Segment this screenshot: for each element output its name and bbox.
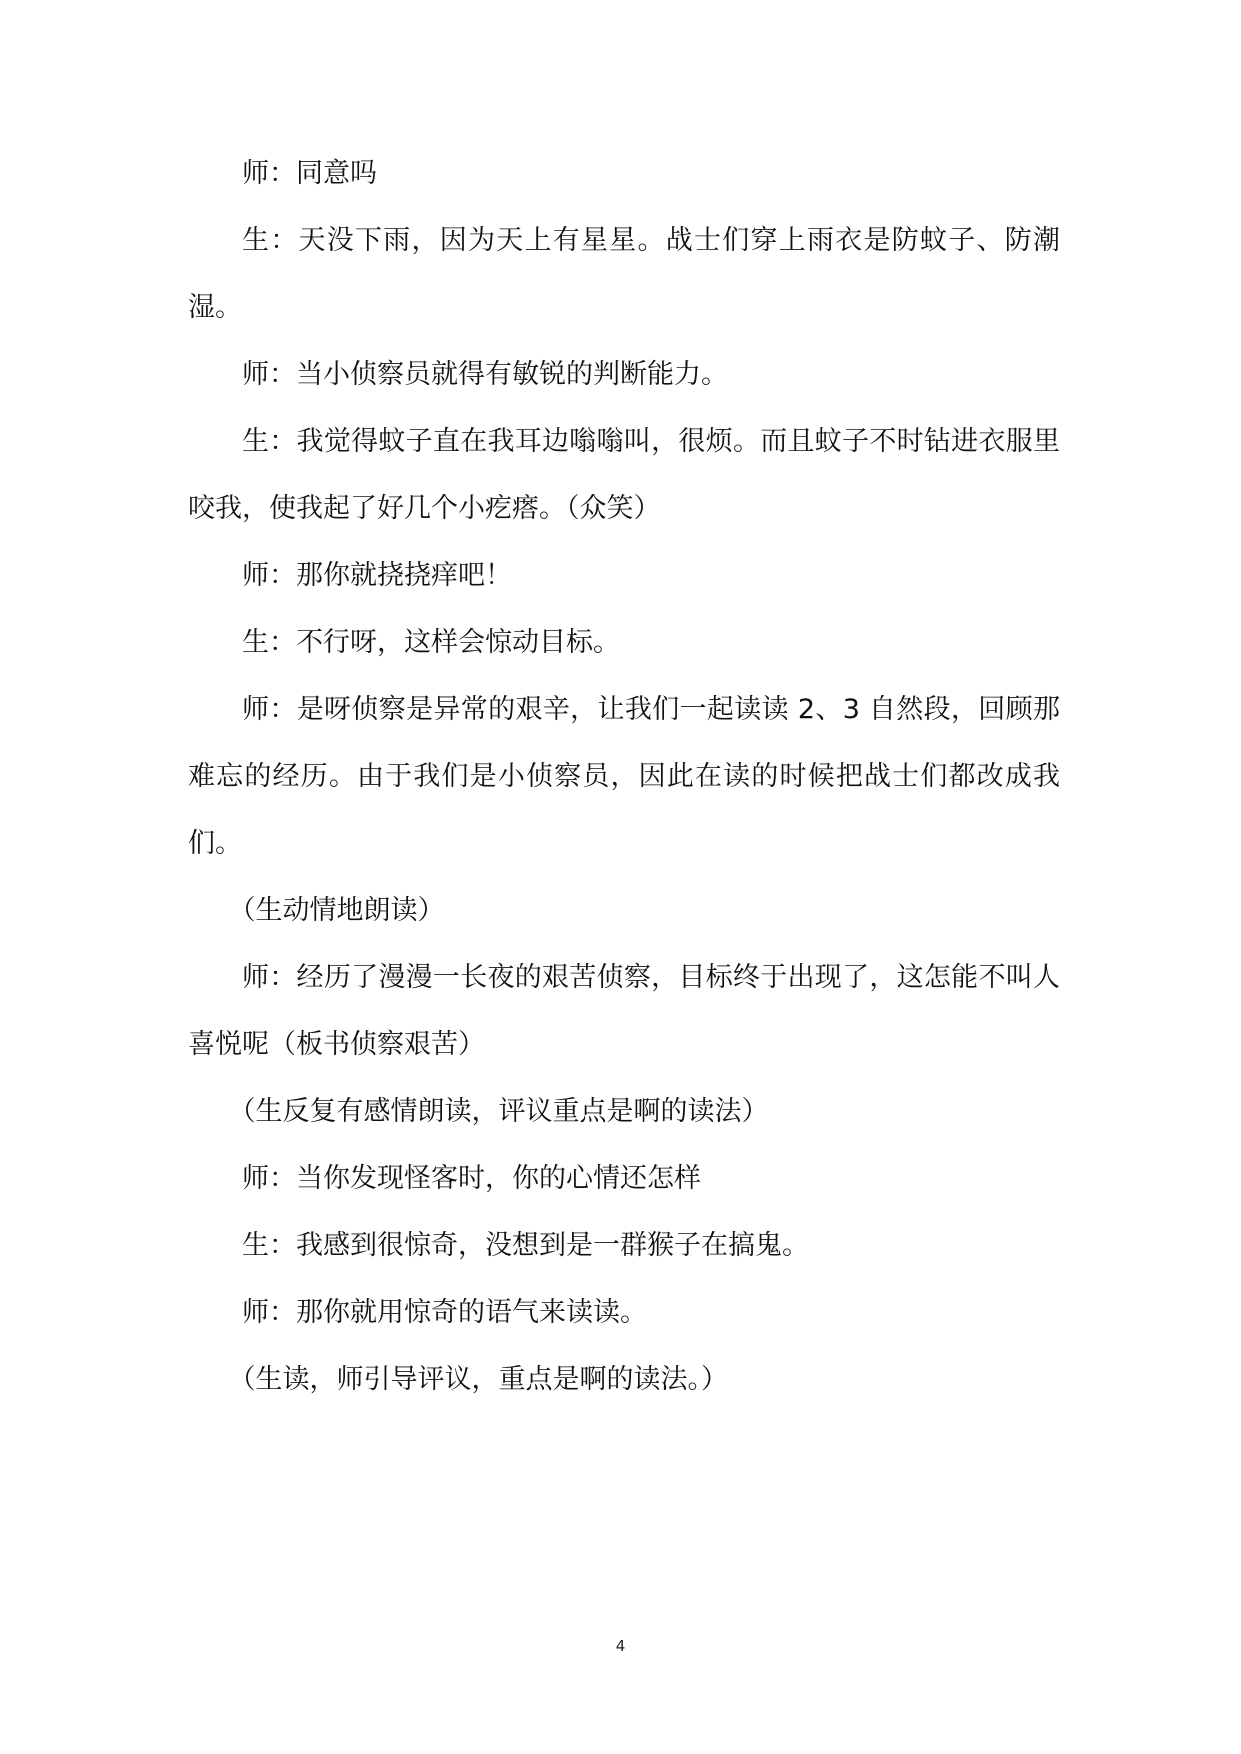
paragraph-teacher-agree: 师：同意吗 xyxy=(242,158,377,189)
paragraph-student-alarm-target: 生：不行呀，这样会惊动目标。 xyxy=(242,627,620,658)
paragraph-stage-direction-reading: （生动情地朗读） xyxy=(228,895,445,926)
paragraph-student-no-rain: 生：天没下雨，因为天上有星星。战士们穿上雨衣是防蚊子、防潮湿。 xyxy=(188,225,1060,323)
page-number: 4 xyxy=(615,1637,626,1655)
paragraph-teacher-surprised-tone: 师：那你就用惊奇的语气来读读。 xyxy=(242,1297,647,1328)
paragraph-stage-direction-repeat: （生反复有感情朗读，评议重点是啊的读法） xyxy=(228,1096,769,1127)
paragraph-stage-direction-evaluate: （生读，师引导评议，重点是啊的读法。） xyxy=(228,1364,728,1395)
paragraph-teacher-read-together: 师：是呀侦察是异常的艰辛，让我们一起读读 2、3 自然段，回顾那难忘的经历。由于我们是小侦察员，因此在读的时候把战士们都改成我们。 xyxy=(188,694,1060,859)
paragraph-teacher-long-night: 师：经历了漫漫一长夜的艰苦侦察，目标终于出现了，这怎能不叫人喜悦呢（板书侦察艰苦） xyxy=(188,962,1060,1060)
paragraph-teacher-judgment: 师：当小侦察员就得有敏锐的判断能力。 xyxy=(242,359,728,390)
paragraph-teacher-mood: 师：当你发现怪客时，你的心情还怎样 xyxy=(242,1163,701,1194)
paragraph-student-mosquitoes: 生：我觉得蚊子直在我耳边嗡嗡叫，很烦。而且蚊子不时钻进衣服里咬我，使我起了好几个小疙瘩。（众笑） xyxy=(188,426,1060,524)
document-body xyxy=(188,140,1060,1413)
paragraph-student-surprised: 生：我感到很惊奇，没想到是一群猴子在搞鬼。 xyxy=(242,1230,809,1261)
paragraph-teacher-scratch: 师：那你就挠挠痒吧！ xyxy=(242,560,512,591)
